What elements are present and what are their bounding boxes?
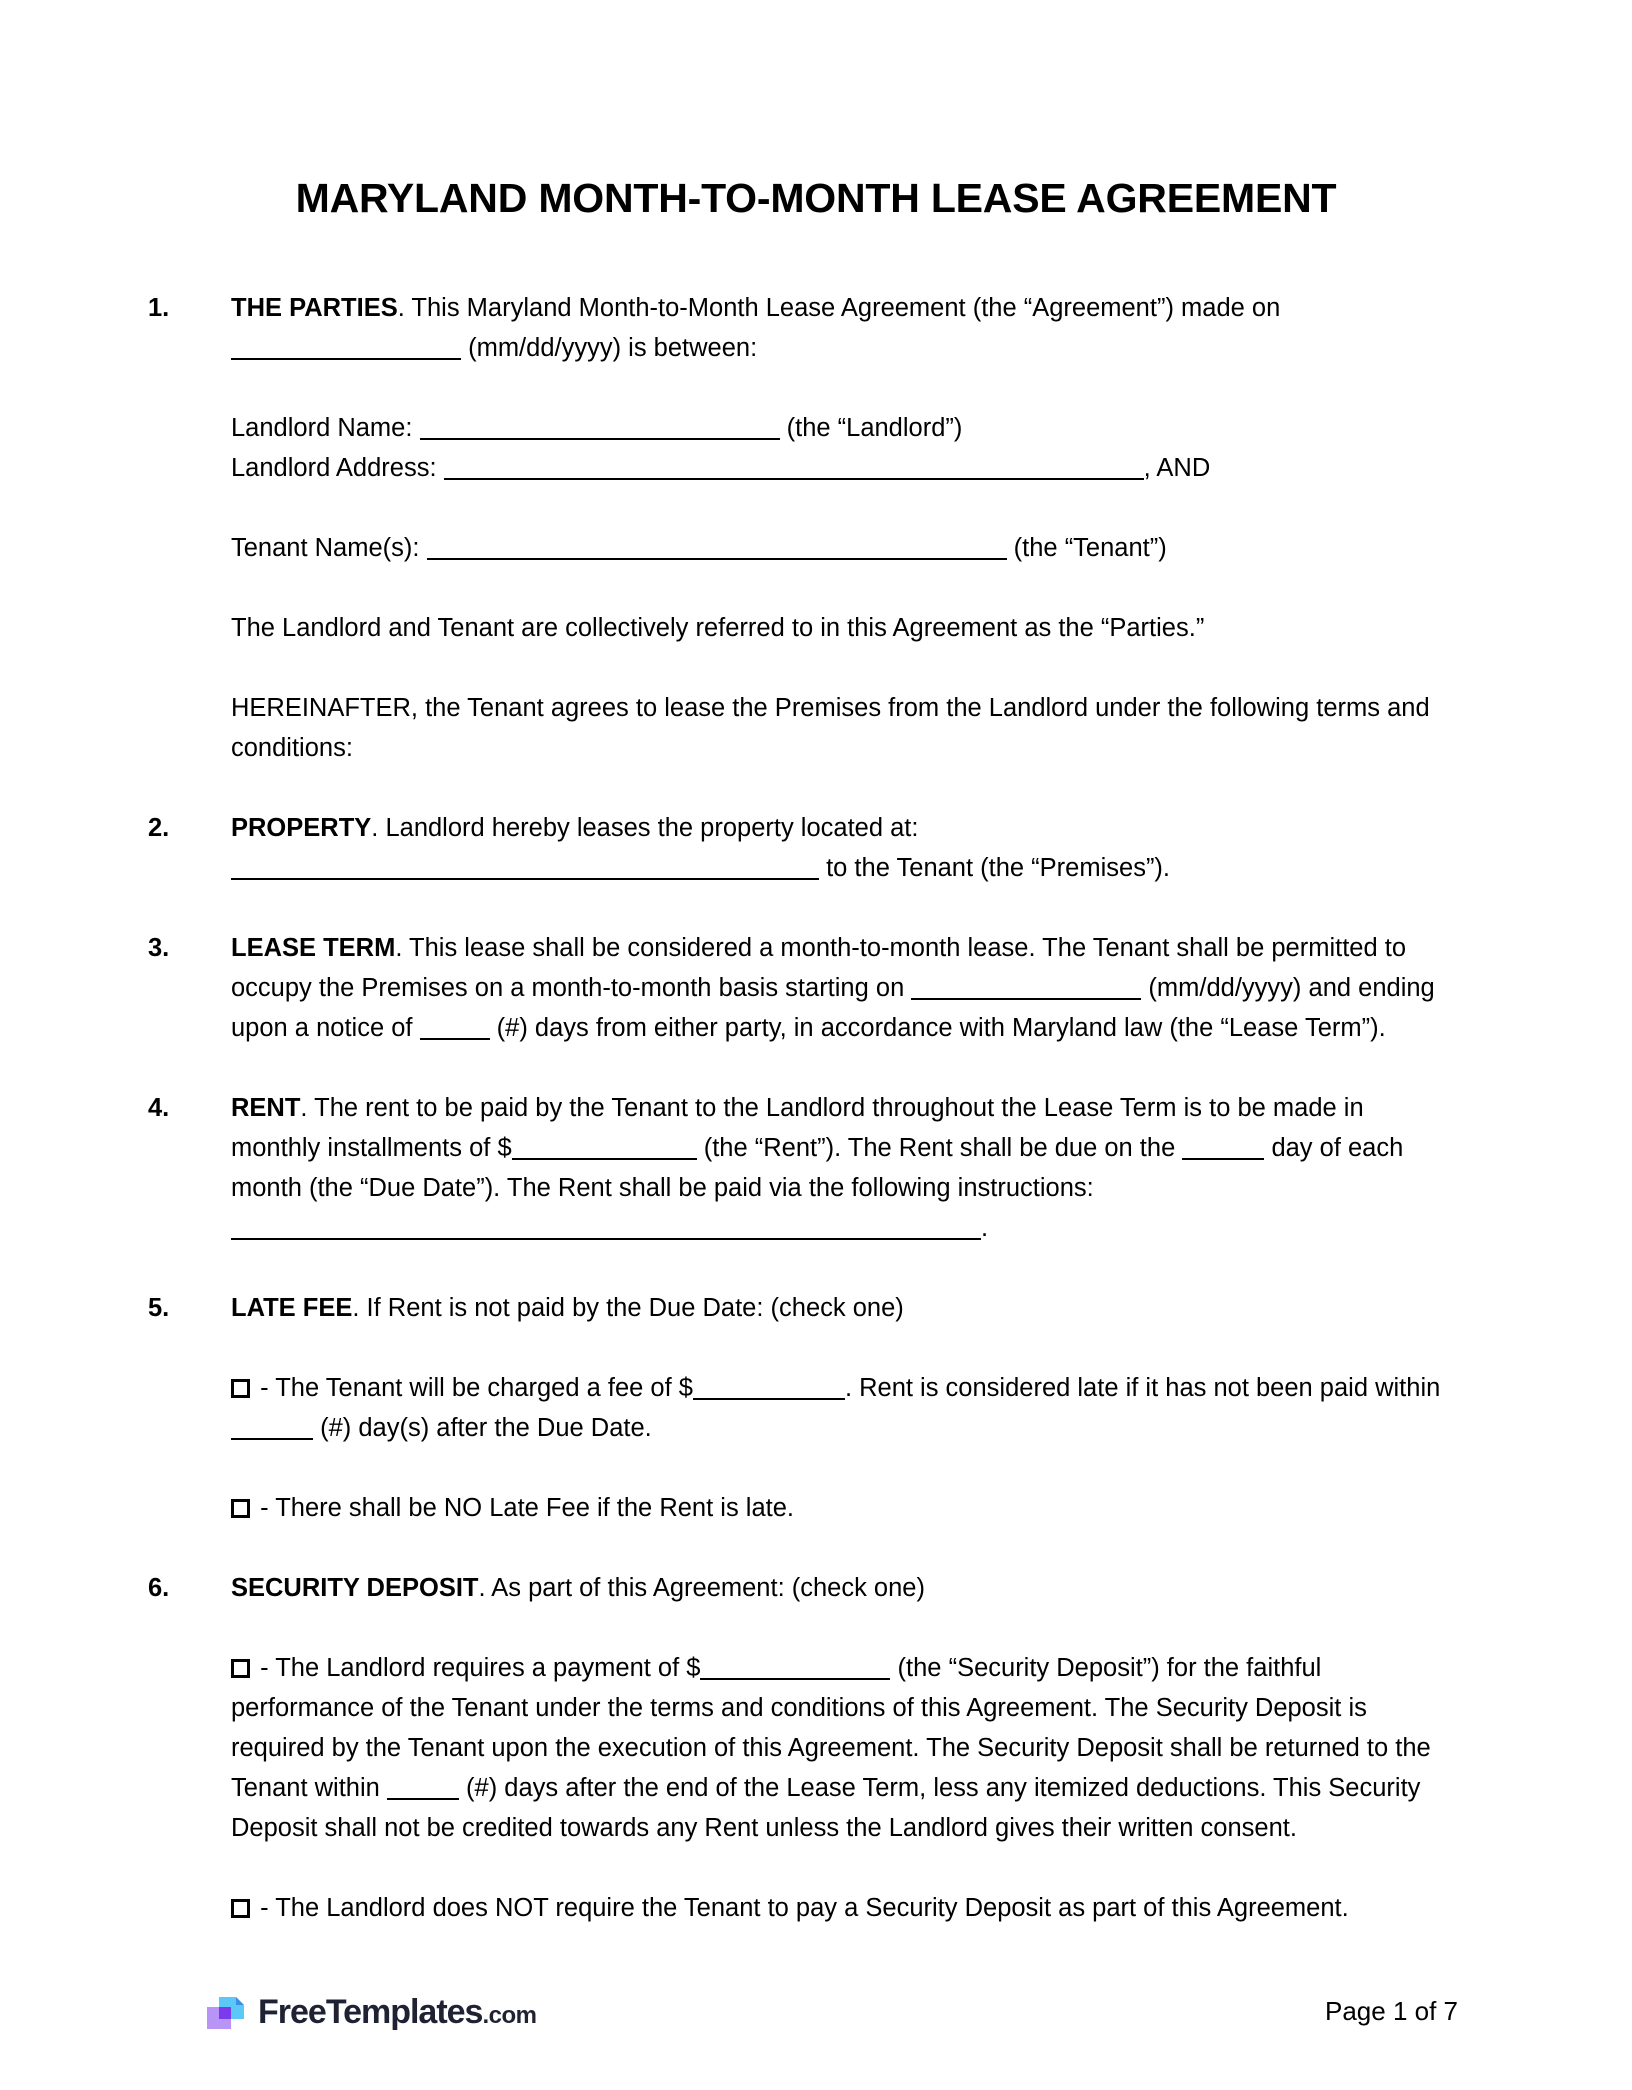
brand-tld: .com xyxy=(482,2002,537,2029)
clause-security-deposit xyxy=(148,1568,1458,1608)
agreement-date-field[interactable] xyxy=(231,336,461,360)
lease-start-date-field[interactable] xyxy=(911,976,1141,1000)
landlord-address-suffix: , AND xyxy=(1143,454,1211,482)
clause-number-4: 4. xyxy=(148,1094,170,1122)
security-deposit-option-2 xyxy=(180,1888,1458,1928)
property-text-b: to the Tenant (the “Premises”). xyxy=(819,854,1171,882)
landlord-address-line xyxy=(180,448,1458,488)
security-deposit-option-2-text: - The Landlord does NOT require the Tenant to pay a Security Deposit as part of this Agreement. xyxy=(260,1894,1349,1922)
clause-number-1: 1. xyxy=(148,294,170,322)
spacer xyxy=(180,1048,1458,1088)
rent-text-b: (the “Rent”). The Rent shall be due on the xyxy=(696,1134,1183,1162)
spacer xyxy=(180,1448,1458,1488)
clause-body-4 xyxy=(231,1088,1458,1248)
late-fee-text-a: . If Rent is not paid by the Due Date: (check one) xyxy=(352,1294,904,1322)
parties-collective-sentence: The Landlord and Tenant are collectively referred to in this Agreement as the “Parties.” xyxy=(231,614,1205,642)
checkbox-no-deposit[interactable] xyxy=(231,1899,250,1918)
spacer xyxy=(180,648,1458,688)
spacer xyxy=(180,568,1458,608)
security-deposit-option-1-text-a: - The Landlord requires a payment of $ xyxy=(260,1654,701,1682)
spacer xyxy=(180,1848,1458,1888)
clause-body-3 xyxy=(231,928,1458,1048)
clause-heading-lease-term: LEASE TERM xyxy=(231,934,396,962)
clause-number-6: 6. xyxy=(148,1574,170,1602)
hereinafter-paragraph: HEREINAFTER, the Tenant agrees to lease the Premises from the Landlord under the following terms and conditions: xyxy=(231,694,1430,762)
document-body xyxy=(148,288,1458,1928)
page-number: Page 1 of 7 xyxy=(1325,1996,1458,2026)
lease-term-text-a: . This lease shall be considered a month-to-month lease. The Tenant shall be permitted to occupy the Premises on a month-to-month basis starting on xyxy=(231,934,1407,1002)
payment-instructions-field[interactable] xyxy=(231,1216,981,1240)
lease-term-text-b: (mm/dd/yyyy) and ending upon a notice of xyxy=(231,974,1435,1042)
clause-body-6 xyxy=(231,1568,1458,1608)
landlord-name-label: Landlord Name: xyxy=(231,414,420,442)
late-fee-option-1-text-a: - The Tenant will be charged a fee of $ xyxy=(260,1374,693,1402)
notice-days-field[interactable] xyxy=(420,1016,490,1040)
late-fee-option-1-text-c: (#) day(s) after the Due Date. xyxy=(313,1414,652,1442)
brand-wordmark xyxy=(258,1995,536,2029)
page-title: MARYLAND MONTH-TO-MONTH LEASE AGREEMENT xyxy=(295,175,1337,221)
security-deposit-return-days-field[interactable] xyxy=(387,1776,459,1800)
spacer xyxy=(180,488,1458,528)
landlord-name-field[interactable] xyxy=(420,416,780,440)
clause-the-parties xyxy=(148,288,1458,368)
page-footer xyxy=(203,1990,1458,2046)
clause-late-fee xyxy=(148,1288,1458,1328)
tenant-name-line xyxy=(180,528,1458,568)
tenant-name-suffix: (the “Tenant”) xyxy=(1006,534,1167,562)
security-deposit-option-1-text-b: (the “Security Deposit”) for the faithful performance of the Tenant under the terms and conditions of this Agreement. The Security Deposit is required by the Tenant upon the execution of this Agreement. The Security Deposit shall be returned to the Tenant within xyxy=(231,1654,1431,1802)
checkbox-deposit-required[interactable] xyxy=(231,1659,250,1678)
clause-heading-late-fee: LATE FEE xyxy=(231,1294,353,1322)
rent-text-d: . xyxy=(981,1214,989,1242)
spacer xyxy=(180,768,1458,808)
security-deposit-text-a: . As part of this Agreement: (check one) xyxy=(478,1574,925,1602)
clause-body-2 xyxy=(231,808,1458,888)
late-fee-option-1-text-b: . Rent is considered late if it has not been paid within xyxy=(844,1374,1441,1402)
security-deposit-amount-field[interactable] xyxy=(700,1656,890,1680)
security-deposit-option-1 xyxy=(180,1648,1458,1848)
clause-body-1 xyxy=(231,288,1458,368)
rent-text-a: . The rent to be paid by the Tenant to the Landlord throughout the Lease Term is to be made in monthly installments of $ xyxy=(231,1094,1364,1162)
clause-number-2: 2. xyxy=(148,814,170,842)
freetemplates-logo-icon xyxy=(203,1990,247,2034)
landlord-name-line xyxy=(180,408,1458,448)
spacer xyxy=(180,888,1458,928)
spacer xyxy=(180,1528,1458,1568)
landlord-name-suffix: (the “Landlord”) xyxy=(779,414,963,442)
clause-heading-rent: RENT xyxy=(231,1094,301,1122)
rent-text-c: day of each month (the “Due Date”). The Rent shall be paid via the following instructions: xyxy=(231,1134,1404,1202)
clause-property xyxy=(148,808,1458,888)
spacer xyxy=(180,368,1458,408)
late-fee-grace-days-field[interactable] xyxy=(231,1416,313,1440)
parties-text-a: . This Maryland Month-to-Month Lease Agreement (the “Agreement”) made on xyxy=(397,294,1281,322)
property-text-a: . Landlord hereby leases the property located at: xyxy=(371,814,919,842)
tenant-name-label: Tenant Name(s): xyxy=(231,534,427,562)
clause-lease-term xyxy=(148,928,1458,1048)
brand-name: FreeTemplates xyxy=(258,1993,483,2031)
lease-term-text-c: (#) days from either party, in accordance with Maryland law (the “Lease Term”). xyxy=(489,1014,1386,1042)
clause-number-5: 5. xyxy=(148,1294,170,1322)
monthly-rent-amount-field[interactable] xyxy=(512,1136,697,1160)
clause-rent xyxy=(148,1088,1458,1248)
landlord-address-label: Landlord Address: xyxy=(231,454,444,482)
spacer xyxy=(180,1248,1458,1288)
clause-heading-security-deposit: SECURITY DEPOSIT xyxy=(231,1574,479,1602)
checkbox-no-late-fee[interactable] xyxy=(231,1499,250,1518)
clause-heading-the-parties: THE PARTIES xyxy=(231,294,398,322)
parties-text-b: (mm/dd/yyyy) is between: xyxy=(461,334,758,362)
rent-due-day-field[interactable] xyxy=(1182,1136,1264,1160)
late-fee-option-2-text: - There shall be NO Late Fee if the Rent is late. xyxy=(260,1494,794,1522)
checkbox-late-fee-charged[interactable] xyxy=(231,1379,250,1398)
brand-logo[interactable] xyxy=(203,1990,536,2034)
property-address-field[interactable] xyxy=(231,856,819,880)
clause-heading-property: PROPERTY xyxy=(231,814,372,842)
late-fee-option-1 xyxy=(180,1368,1458,1448)
clause-number-3: 3. xyxy=(148,934,170,962)
late-fee-option-2 xyxy=(180,1488,1458,1528)
spacer xyxy=(180,1608,1458,1648)
spacer xyxy=(180,1328,1458,1368)
clause-body-5 xyxy=(231,1288,1458,1328)
security-deposit-option-1-text-c: (#) days after the end of the Lease Term, less any itemized deductions. This Security Deposit shall not be credited towards any Rent unless the Landlord gives their written consent. xyxy=(231,1774,1421,1842)
tenant-name-field[interactable] xyxy=(427,536,1007,560)
landlord-address-field[interactable] xyxy=(444,456,1144,480)
late-fee-amount-field[interactable] xyxy=(693,1376,845,1400)
